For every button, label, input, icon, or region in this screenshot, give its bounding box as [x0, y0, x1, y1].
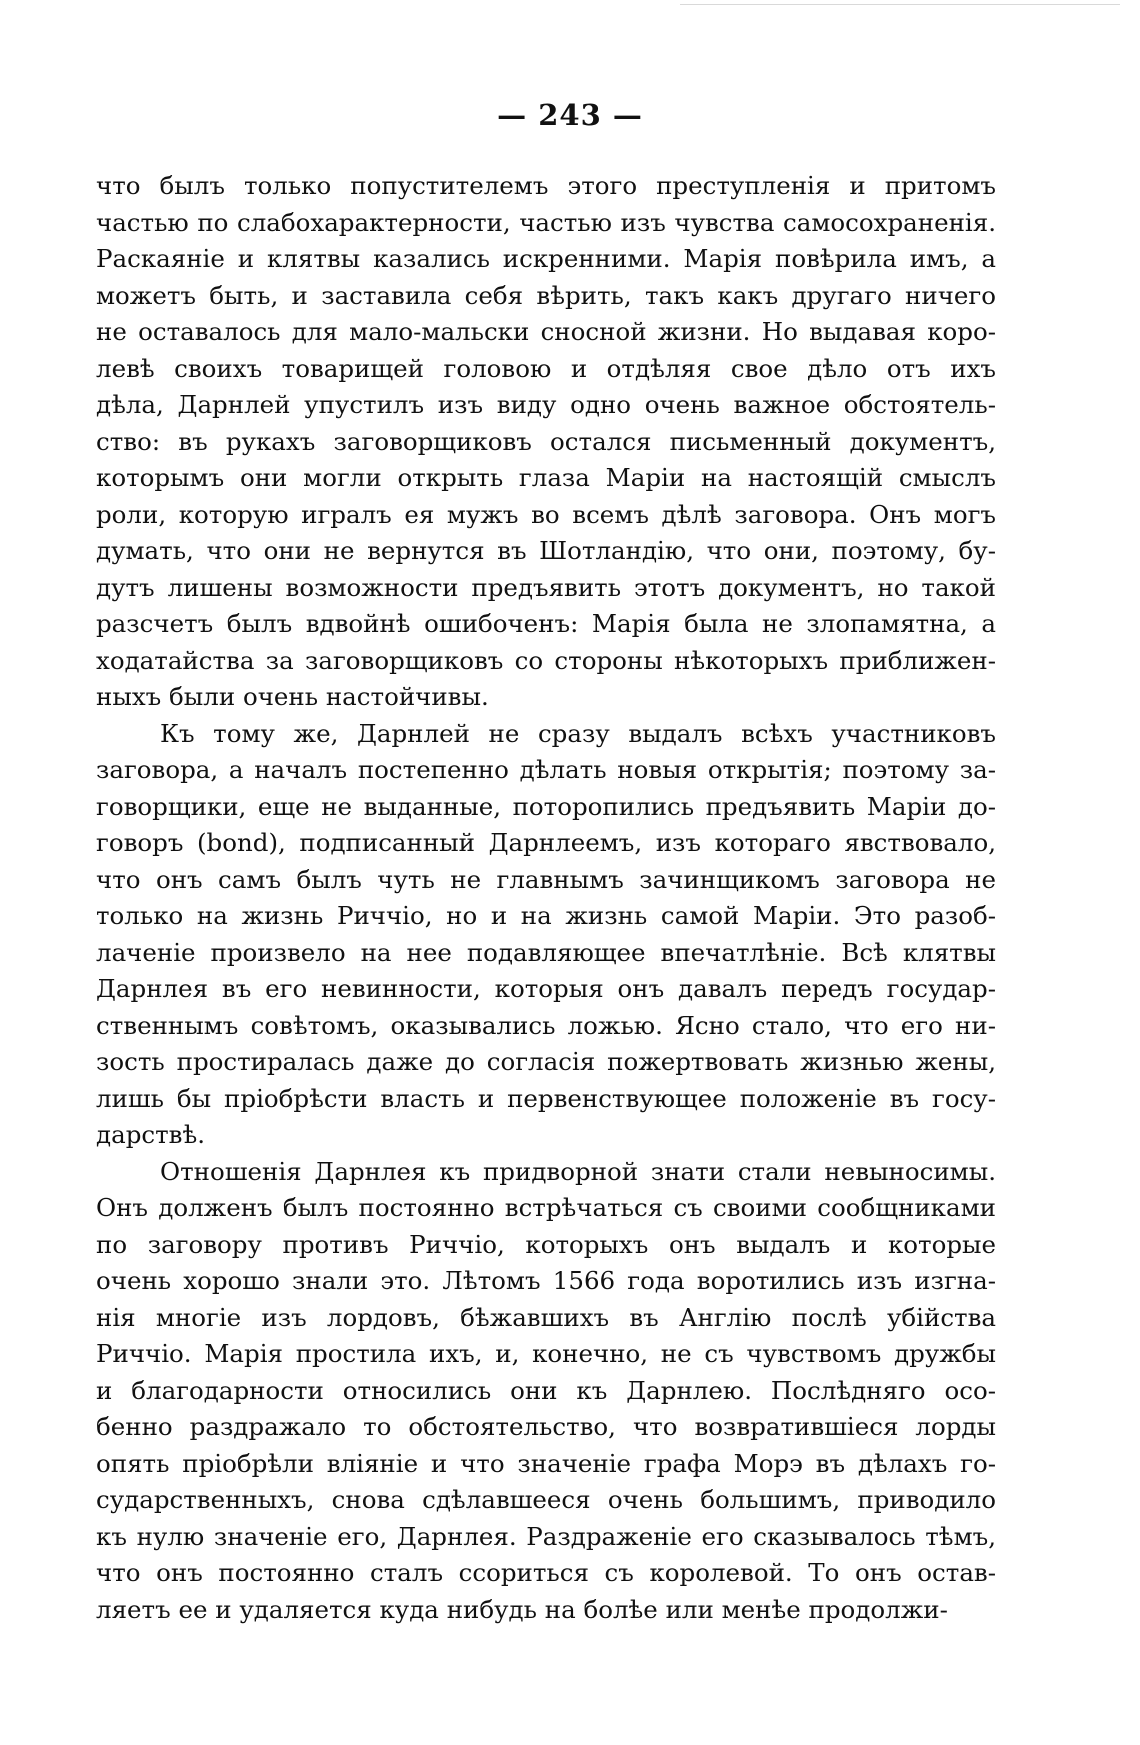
text-line: что онъ самъ былъ чуть не главнымъ зачинщикомъ заговора не	[96, 864, 996, 894]
text-line: не оставалось для мало-мальски сносной жизни. Но выдавая коро-	[96, 317, 996, 346]
scan-edge-line	[680, 4, 1120, 5]
paragraph	[96, 1154, 996, 1629]
text-line: Риччіо. Марія простила ихъ, и, конечно, не съ чувствомъ дружбы	[96, 1339, 996, 1368]
text-line: дутъ лишены возможности предъявить этотъ документъ, но такой	[96, 572, 996, 602]
text-line: ходатайства за заговорщиковъ со стороны нѣкоторыхъ приближен-	[96, 645, 996, 675]
text-line: говорщики, еще не выданные, поторопились предъявить Маріи до-	[96, 791, 996, 821]
text-line: заговора, а началъ постепенно дѣлать новыя открытія; поэтому за-	[96, 755, 996, 784]
text-line: и благодарности относились они къ Дарнлею. Послѣдняго осо-	[96, 1375, 996, 1405]
text-line: ство: въ рукахъ заговорщиковъ остался письменный документъ,	[96, 426, 996, 456]
text-line: Раскаяніе и клятвы казались искренними. Марія повѣрила имъ, а	[96, 244, 996, 273]
page-number: — 243 —	[497, 98, 643, 132]
text-line: лаченіе произвело на нее подавляющее впечатлѣніе. Всѣ клятвы	[96, 937, 996, 967]
text-line: Онъ долженъ былъ постоянно встрѣчаться съ своими сообщниками	[96, 1193, 996, 1222]
text-line: Отношенія Дарнлея къ придворной знати стали невыносимы.	[160, 1156, 996, 1186]
text-line: бенно раздражало то обстоятельство, что возвратившіеся лорды	[96, 1412, 996, 1441]
text-line: къ нулю значеніе его, Дарнлея. Раздраженіе его сказывалось тѣмъ,	[96, 1521, 996, 1551]
text-line: только на жизнь Риччіо, но и на жизнь самой Маріи. Это разоб-	[96, 901, 996, 930]
text-line: говоръ (bond), подписанный Дарнлеемъ, изъ котораго явствовало,	[96, 828, 996, 857]
text-line: думать, что они не вернутся въ Шотландію, что они, поэтому, бу-	[96, 536, 996, 565]
text-line: лишь бы пріобрѣсти власть и первенствующее положеніе въ госу-	[96, 1083, 996, 1113]
text-line: можетъ быть, и заставила себя вѣрить, такъ какъ другаго ничего	[96, 280, 996, 310]
paragraph	[96, 168, 996, 716]
text-line: которымъ они могли открыть глаза Маріи на настоящій смыслъ	[96, 463, 996, 492]
text-line: нія многіе изъ лордовъ, бѣжавшихъ въ Англію послѣ убійства	[96, 1302, 996, 1332]
text-line: левѣ своихъ товарищей головою и отдѣляя свое дѣло отъ ихъ	[96, 353, 996, 383]
text-line: Дарнлея въ его невинности, которыя онъ давалъ передъ государ-	[96, 974, 996, 1003]
text-line: что былъ только попустителемъ этого преступленія и притомъ	[96, 171, 996, 200]
text-line: сударственныхъ, снова сдѣлавшееся очень большимъ, приводило	[96, 1485, 996, 1514]
text-line: опять пріобрѣли вліяніе и что значеніе графа Морэ въ дѣлахъ го-	[96, 1448, 996, 1478]
text-line: ныхъ были очень настойчивы.	[96, 682, 489, 711]
text-line: дарствѣ.	[96, 1120, 206, 1149]
text-line: дѣла, Дарнлей упустилъ изъ виду одно очень важное обстоятель-	[96, 390, 996, 419]
text-line: ственнымъ совѣтомъ, оказывались ложью. Ясно стало, что его ни-	[96, 1010, 996, 1040]
paragraph	[96, 716, 996, 1154]
text-line: роли, которую игралъ ея мужъ во всемъ дѣлѣ заговора. Онъ могъ	[96, 499, 996, 529]
text-line: ляетъ ее и удаляется куда нибудь на болѣе или менѣе продолжи-	[96, 1594, 948, 1624]
text-line: зость простиралась даже до согласія пожертвовать жизнью жены,	[96, 1047, 996, 1076]
text-line: частью по слабохарактерности, частью изъ чувства самосохраненія.	[96, 207, 996, 237]
text-line: разсчетъ былъ вдвойнѣ ошибоченъ: Марія была не злопамятна, а	[96, 609, 996, 638]
text-line: очень хорошо знали это. Лѣтомъ 1566 года воротились изъ изгна-	[96, 1266, 996, 1295]
text-line: Къ тому же, Дарнлей не сразу выдалъ всѣхъ участниковъ	[160, 718, 996, 748]
page-body-text	[96, 168, 996, 1628]
text-line: что онъ постоянно сталъ ссориться съ королевой. То онъ остав-	[96, 1558, 996, 1587]
text-line: по заговору противъ Риччіо, которыхъ онъ выдалъ и которые	[96, 1229, 996, 1259]
